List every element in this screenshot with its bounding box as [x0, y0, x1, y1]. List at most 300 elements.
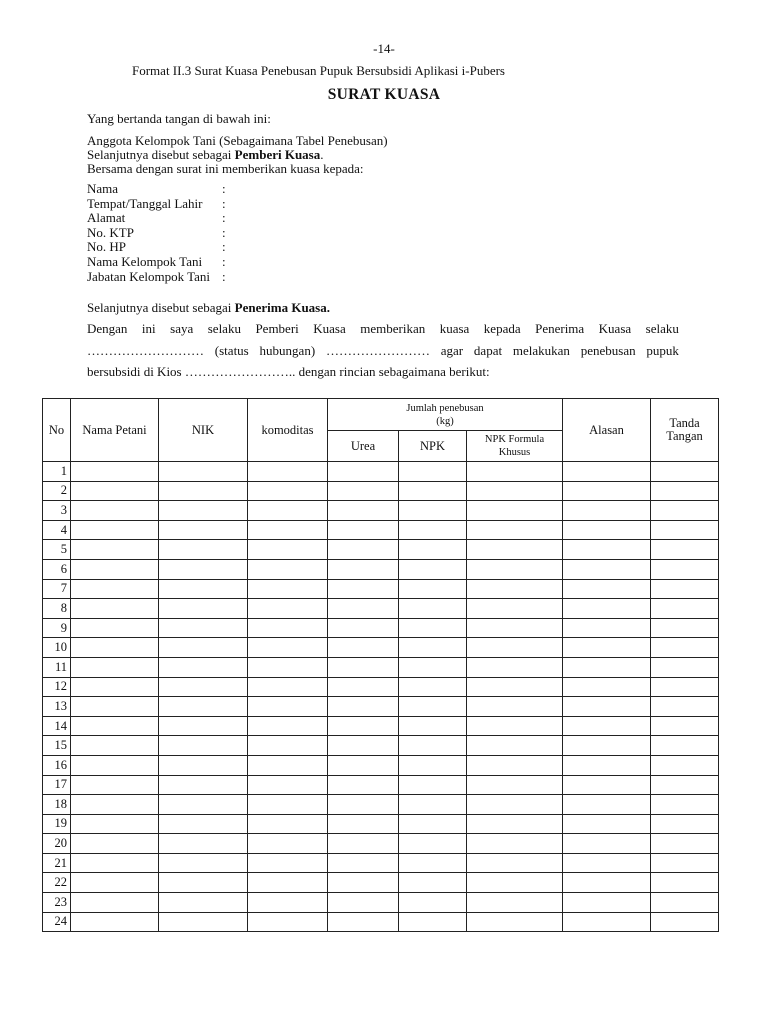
table-cell: [159, 559, 248, 579]
table-cell: [467, 579, 563, 599]
table-cell: [563, 775, 651, 795]
table-cell: [159, 873, 248, 893]
row-number: 9: [43, 618, 71, 638]
table-cell: [651, 795, 719, 815]
table-cell: [71, 638, 159, 658]
giver-line-3: Bersama dengan surat ini memberikan kuasa kepada:: [87, 161, 364, 176]
table-cell: [651, 755, 719, 775]
paragraph-word: Pemberi: [255, 321, 299, 336]
table-cell: [248, 873, 328, 893]
table-cell: [71, 755, 159, 775]
table-row: [43, 638, 719, 658]
table-cell: [248, 501, 328, 521]
table-cell: [399, 834, 467, 854]
table-cell: [328, 912, 399, 932]
table-cell: [71, 618, 159, 638]
table-cell: [651, 775, 719, 795]
table-cell: [467, 462, 563, 482]
header-no: No: [43, 399, 71, 462]
table-cell: [328, 716, 399, 736]
table-cell: [399, 599, 467, 619]
intro-text: Yang bertanda tangan di bawah ini:: [87, 111, 271, 126]
table-row: [43, 814, 719, 834]
table-cell: [467, 853, 563, 873]
table-cell: [399, 559, 467, 579]
receiver-prefix: Selanjutnya disebut sebagai: [87, 300, 235, 315]
row-number: 3: [43, 501, 71, 521]
row-number: 8: [43, 599, 71, 619]
table-cell: [399, 755, 467, 775]
table-cell: [651, 853, 719, 873]
table-cell: [467, 677, 563, 697]
table-cell: [467, 540, 563, 560]
table-cell: [71, 599, 159, 619]
table-cell: [248, 638, 328, 658]
table-cell: [563, 834, 651, 854]
table-cell: [651, 618, 719, 638]
row-number: 14: [43, 716, 71, 736]
row-number: 22: [43, 873, 71, 893]
header-komoditas: komoditas: [248, 399, 328, 462]
row-number: 7: [43, 579, 71, 599]
table-cell: [328, 520, 399, 540]
table-cell: [71, 814, 159, 834]
table-cell: [159, 657, 248, 677]
table-cell: [563, 795, 651, 815]
table-cell: [467, 481, 563, 501]
field-row: [87, 182, 232, 197]
table-cell: [651, 873, 719, 893]
table-cell: [159, 755, 248, 775]
table-cell: [399, 638, 467, 658]
field-colon: :: [222, 195, 226, 211]
table-cell: [248, 814, 328, 834]
table-cell: [71, 912, 159, 932]
table-row: [43, 618, 719, 638]
table-cell: [248, 520, 328, 540]
header-alasan: Alasan: [563, 399, 651, 462]
table-cell: [467, 775, 563, 795]
table-cell: [248, 795, 328, 815]
table-cell: [563, 697, 651, 717]
field-colon: :: [222, 224, 226, 240]
table-cell: [467, 697, 563, 717]
header-nama-petani: Nama Petani: [71, 399, 159, 462]
table-cell: [399, 697, 467, 717]
table-cell: [467, 755, 563, 775]
field-colon: :: [222, 253, 226, 269]
table-cell: [563, 755, 651, 775]
table-cell: [71, 697, 159, 717]
table-cell: [328, 814, 399, 834]
table-cell: [651, 814, 719, 834]
row-number: 12: [43, 677, 71, 697]
table-cell: [563, 677, 651, 697]
field-row: [87, 240, 232, 255]
table-row: [43, 697, 719, 717]
table-cell: [651, 736, 719, 756]
field-label: Nama Kelompok Tani: [87, 253, 203, 269]
table-cell: [563, 912, 651, 932]
page-number: -14-: [373, 41, 395, 56]
table-cell: [651, 638, 719, 658]
row-number: 5: [43, 540, 71, 560]
table-row: [43, 853, 719, 873]
header-npk: NPK: [399, 431, 467, 462]
table-cell: [467, 657, 563, 677]
table-cell: [467, 834, 563, 854]
table-cell: [159, 540, 248, 560]
table-cell: [328, 755, 399, 775]
table-cell: [71, 795, 159, 815]
paragraph-word: Penerima: [535, 321, 585, 336]
table-cell: [248, 559, 328, 579]
table-row: [43, 912, 719, 932]
table-row: [43, 520, 719, 540]
table-cell: [71, 540, 159, 560]
row-number: 18: [43, 795, 71, 815]
table-cell: [159, 834, 248, 854]
table-row: [43, 462, 719, 482]
table-cell: [328, 697, 399, 717]
table-cell: [399, 657, 467, 677]
table-cell: [467, 814, 563, 834]
table-row: [43, 716, 719, 736]
table-row: [43, 893, 719, 913]
table-cell: [159, 795, 248, 815]
table-cell: [159, 599, 248, 619]
field-row: [87, 197, 232, 212]
row-number: 24: [43, 912, 71, 932]
table-cell: [71, 775, 159, 795]
table-cell: [328, 462, 399, 482]
table-cell: [563, 638, 651, 658]
table-cell: [651, 481, 719, 501]
table-cell: [159, 853, 248, 873]
table-cell: [328, 893, 399, 913]
giver-suffix: .: [320, 147, 324, 162]
header-urea: Urea: [328, 431, 399, 462]
row-number: 17: [43, 775, 71, 795]
table-cell: [159, 814, 248, 834]
table-cell: [159, 677, 248, 697]
table-cell: [651, 462, 719, 482]
table-cell: [651, 599, 719, 619]
receiver-fields: [87, 182, 232, 284]
table-cell: [563, 481, 651, 501]
table-cell: [328, 795, 399, 815]
redemption-table: [42, 398, 719, 932]
table-row: [43, 755, 719, 775]
table-cell: [563, 618, 651, 638]
table-cell: [328, 540, 399, 560]
field-label: Nama: [87, 181, 119, 196]
field-label: Jabatan Kelompok Tani: [87, 268, 211, 284]
table-cell: [467, 873, 563, 893]
table-cell: [248, 736, 328, 756]
paragraph-word: memberikan: [360, 321, 426, 336]
table-cell: [71, 834, 159, 854]
table-cell: [71, 559, 159, 579]
table-cell: [328, 481, 399, 501]
table-cell: [563, 540, 651, 560]
table-cell: [248, 579, 328, 599]
paragraph-word: Dengan: [87, 321, 128, 336]
header-npk-formula-line-2: Khusus: [498, 447, 531, 458]
paragraph-word: pupuk: [646, 343, 679, 358]
table-cell: [563, 716, 651, 736]
table-row: [43, 795, 719, 815]
table-cell: [328, 775, 399, 795]
paragraph-word: kuasa: [439, 321, 470, 336]
row-number: 4: [43, 520, 71, 540]
table-row: [43, 775, 719, 795]
table-cell: [563, 599, 651, 619]
receiver-line: [87, 300, 330, 316]
table-cell: [71, 579, 159, 599]
table-cell: [248, 716, 328, 736]
table-cell: [71, 873, 159, 893]
table-cell: [467, 893, 563, 913]
table-cell: [328, 834, 399, 854]
table-cell: [467, 599, 563, 619]
table-cell: [328, 873, 399, 893]
table-cell: [467, 716, 563, 736]
paragraph-word: ini: [141, 321, 156, 336]
paragraph-word: kepada: [483, 321, 521, 336]
table-cell: [651, 520, 719, 540]
table-cell: [467, 736, 563, 756]
row-number: 11: [43, 657, 71, 677]
table-cell: [467, 501, 563, 521]
field-colon: :: [222, 181, 226, 196]
table-cell: [563, 520, 651, 540]
paragraph-word: Kuasa: [598, 321, 632, 336]
table-cell: [563, 559, 651, 579]
table-cell: [71, 501, 159, 521]
table-cell: [651, 716, 719, 736]
table-row: [43, 540, 719, 560]
giver-bold: Pemberi Kuasa: [234, 147, 321, 162]
table-cell: [563, 579, 651, 599]
table-cell: [159, 462, 248, 482]
paragraph-word: ……………………: [325, 343, 430, 358]
table-cell: [248, 462, 328, 482]
table-cell: [399, 677, 467, 697]
table-cell: [159, 716, 248, 736]
header-jumlah-penebusan: [328, 399, 563, 431]
table-cell: [159, 579, 248, 599]
row-number: 10: [43, 638, 71, 658]
paragraph-word: dapat: [473, 343, 503, 358]
row-number: 20: [43, 834, 71, 854]
table-cell: [467, 912, 563, 932]
table-cell: [651, 834, 719, 854]
field-row: [87, 270, 232, 285]
paragraph-word: saya: [170, 321, 194, 336]
table-cell: [563, 893, 651, 913]
table-cell: [651, 579, 719, 599]
field-row: [87, 255, 232, 270]
table-row: [43, 599, 719, 619]
table-cell: [71, 853, 159, 873]
paragraph-word: selaku: [207, 321, 241, 336]
table-cell: [248, 657, 328, 677]
table-cell: [248, 677, 328, 697]
table-cell: [399, 520, 467, 540]
document-title: SURAT KUASA: [327, 86, 441, 103]
row-number: 15: [43, 736, 71, 756]
field-colon: :: [222, 239, 226, 255]
table-cell: [248, 853, 328, 873]
table-cell: [159, 481, 248, 501]
table-cell: [467, 618, 563, 638]
table-cell: [328, 657, 399, 677]
table-cell: [563, 736, 651, 756]
table-cell: [399, 540, 467, 560]
paragraph-line-1: [87, 321, 679, 337]
table-cell: [71, 893, 159, 913]
table-cell: [651, 677, 719, 697]
table-cell: [328, 853, 399, 873]
table-cell: [71, 481, 159, 501]
table-cell: [248, 599, 328, 619]
table-cell: [399, 873, 467, 893]
table-cell: [563, 853, 651, 873]
table-cell: [399, 481, 467, 501]
table-cell: [328, 559, 399, 579]
table-row: [43, 501, 719, 521]
table-cell: [467, 559, 563, 579]
field-label: Alamat: [87, 210, 126, 226]
header-npk-formula-khusus: [467, 431, 563, 462]
row-number: 19: [43, 814, 71, 834]
table-cell: [399, 736, 467, 756]
paragraph-line-2: [87, 343, 679, 359]
table-cell: [399, 853, 467, 873]
table-cell: [399, 912, 467, 932]
table-cell: [248, 540, 328, 560]
paragraph-word: melakukan: [512, 343, 570, 358]
table-cell: [467, 638, 563, 658]
table-cell: [328, 599, 399, 619]
table-cell: [248, 893, 328, 913]
table-cell: [159, 638, 248, 658]
paragraph-word: ………………………: [87, 343, 204, 358]
row-number: 6: [43, 559, 71, 579]
table-cell: [328, 618, 399, 638]
row-number: 1: [43, 462, 71, 482]
paragraph-word: (status: [214, 343, 249, 358]
header-jumlah-line-2: (kg): [436, 415, 454, 427]
table-cell: [651, 501, 719, 521]
table-cell: [399, 814, 467, 834]
table-cell: [328, 736, 399, 756]
row-number: 13: [43, 697, 71, 717]
row-number: 21: [43, 853, 71, 873]
field-row: [87, 211, 232, 226]
header-tanda-line-2: Tangan: [666, 429, 703, 443]
table-cell: [651, 559, 719, 579]
table-cell: [563, 657, 651, 677]
table-cell: [248, 697, 328, 717]
table-cell: [159, 697, 248, 717]
table-cell: [399, 462, 467, 482]
paragraph-word: selaku: [645, 321, 679, 336]
table-cell: [399, 618, 467, 638]
field-label: No. HP: [87, 239, 127, 255]
header-tanda-line-1: Tanda: [669, 416, 700, 430]
table-cell: [71, 657, 159, 677]
table-cell: [328, 501, 399, 521]
header-npk-formula-line-1: NPK Formula: [484, 434, 545, 445]
table-cell: [563, 462, 651, 482]
table-cell: [399, 893, 467, 913]
table-cell: [651, 697, 719, 717]
table-cell: [71, 462, 159, 482]
field-label: No. KTP: [87, 224, 134, 240]
table-cell: [563, 501, 651, 521]
table-cell: [248, 755, 328, 775]
giver-prefix: Selanjutnya disebut sebagai: [87, 147, 235, 162]
table-row: [43, 559, 719, 579]
header-jumlah-line-1: Jumlah penebusan: [406, 402, 484, 414]
table-cell: [159, 775, 248, 795]
field-colon: :: [222, 268, 226, 284]
table-cell: [467, 795, 563, 815]
giver-line-1: Anggota Kelompok Tani (Sebagaimana Tabel Penebusan): [87, 133, 388, 148]
field-row: [87, 226, 232, 241]
header-nik: NIK: [159, 399, 248, 462]
receiver-bold: Penerima Kuasa.: [234, 300, 330, 315]
row-number: 2: [43, 481, 71, 501]
table-row: [43, 873, 719, 893]
table-row: [43, 481, 719, 501]
paragraph-word: hubungan): [259, 343, 316, 358]
table-cell: [248, 618, 328, 638]
table-cell: [159, 893, 248, 913]
table-cell: [159, 618, 248, 638]
table-cell: [399, 501, 467, 521]
table-cell: [71, 736, 159, 756]
paragraph-word: Kuasa: [313, 321, 346, 336]
header-tanda-tangan: [651, 399, 719, 462]
table-row: [43, 657, 719, 677]
format-title: Format II.3 Surat Kuasa Penebusan Pupuk Bersubsidi Aplikasi i-Pubers: [132, 63, 505, 78]
table-cell: [159, 501, 248, 521]
table-cell: [399, 775, 467, 795]
paragraph-word: agar: [440, 343, 464, 358]
table-cell: [159, 736, 248, 756]
table-cell: [399, 795, 467, 815]
field-colon: :: [222, 210, 226, 226]
field-label: Tempat/Tanggal Lahir: [87, 195, 203, 211]
table-cell: [563, 873, 651, 893]
table-cell: [328, 677, 399, 697]
table-cell: [563, 814, 651, 834]
table-row: [43, 834, 719, 854]
table-row: [43, 677, 719, 697]
table-cell: [248, 834, 328, 854]
table-cell: [71, 677, 159, 697]
table-cell: [399, 716, 467, 736]
table-cell: [328, 638, 399, 658]
table-row: [43, 579, 719, 599]
table-cell: [248, 775, 328, 795]
row-number: 16: [43, 755, 71, 775]
table-cell: [248, 912, 328, 932]
table-cell: [467, 520, 563, 540]
